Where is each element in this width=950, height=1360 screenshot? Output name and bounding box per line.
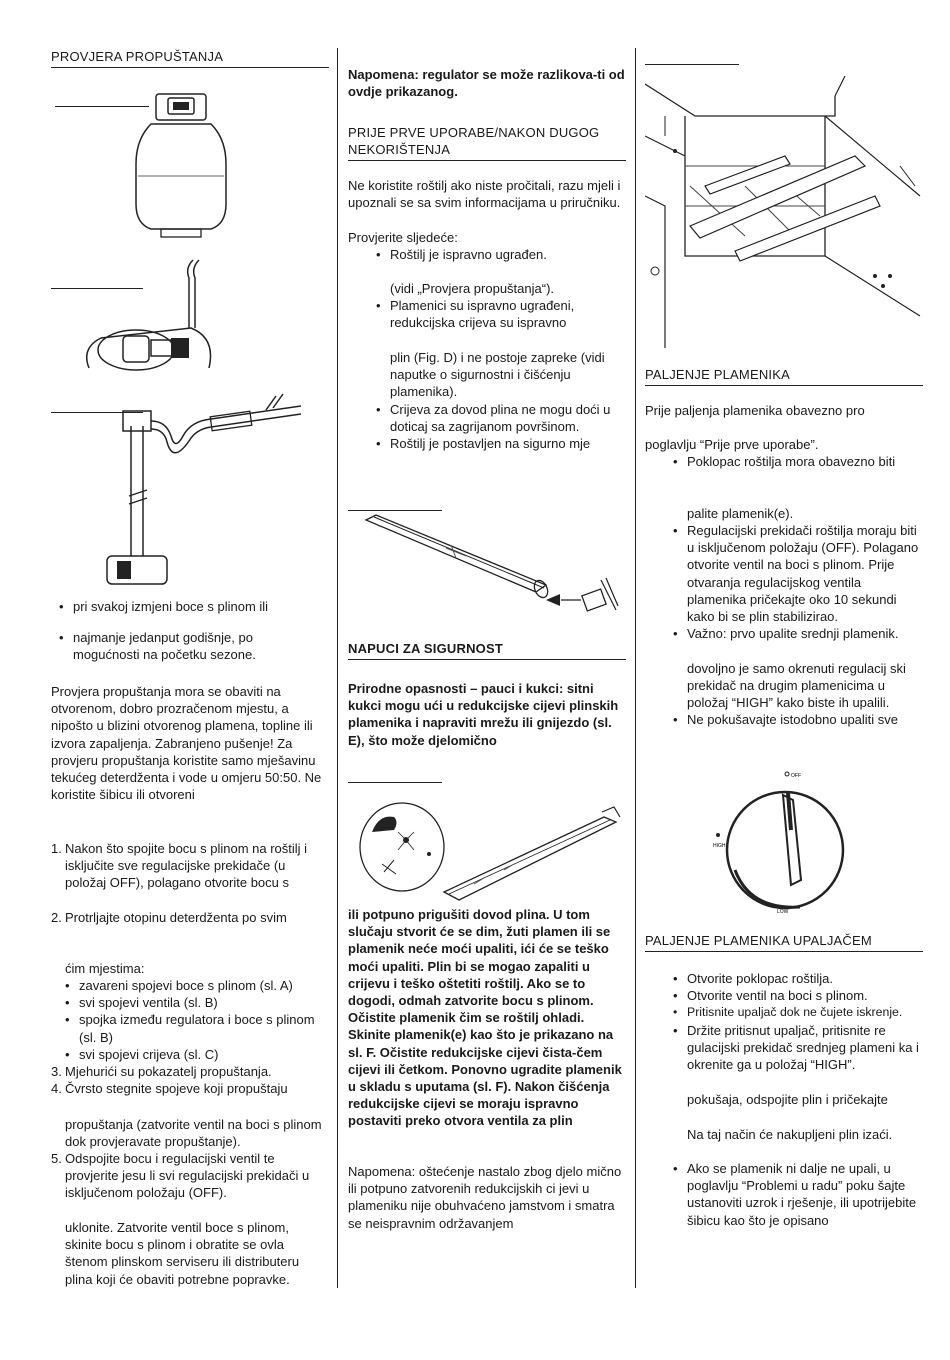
step-number: 3. — [51, 1064, 62, 1079]
column-2 — [348, 40, 626, 1320]
knob-off-label: OFF — [791, 773, 801, 779]
list-item: • najmanje jedanput godišnje, po mogućnosti na početku sezone. — [51, 629, 329, 663]
leak-check-frequency-list — [51, 598, 329, 664]
list-item-continued: plin (Fig. D) i ne postoje zapreke (vidi naputke o sigurnostni i čišćenju plamenika). — [390, 350, 605, 400]
burner-lighting-paragraph: Prije paljenja plamenika obavezno pro — [645, 403, 865, 418]
step-2-continued: ćim mjestima: — [65, 961, 145, 976]
igniter-continued-2: Na taj način će nakupljeni plin izaći. — [687, 1127, 893, 1142]
hazard-paragraph: Prirodne opasnosti – pauci i kukci: sitni kukci mogu ući u redukcijske cijevi plinskih plamenika i napraviti mrežu ili gnijezdo (sl. E), što može djelomično — [348, 681, 619, 748]
list-item: • Ne pokušavajte istodobno upaliti sve — [665, 711, 923, 728]
leak-check-steps-cont — [51, 1063, 329, 1097]
hose-connection-figure — [101, 386, 331, 596]
burner-lighting-list-c — [645, 711, 923, 728]
list-item: • pri svakoj izmjeni boce s plinom ili — [51, 598, 329, 615]
step-2: 2. Protrljajte otopinu deterdženta po svim — [51, 909, 287, 925]
list-item: • Regulacijski prekidači roštilja moraju biti u isključenom položaju (OFF). Polagano otvorite ventil na boci s plinom. Prije otvaranja regulacijskog ventila plamenika pričekajte oko 10 sekundi kako bi se plin stabilizirao. — [665, 522, 923, 625]
first-use-checklist-b — [348, 297, 626, 331]
damage-note: Napomena: oštećenje nastalo zbog djelo mično ili potpuno zatvorenih redukcijskih ci jevi u plameniku nije obuhvaćeno jamstvom i smatra se neispravnim održavanjem — [348, 1164, 622, 1231]
igniter-steps — [645, 970, 923, 1073]
knob-low-label: LOW — [777, 909, 789, 915]
list-item: • Otvorite poklopac roštilja. — [665, 970, 923, 987]
step-number: 1. — [51, 841, 62, 856]
section-heading-burner-lighting: PALJENJE PLAMENIKA — [645, 366, 923, 386]
burner-tube-figure — [356, 510, 626, 615]
step-5-continued: uklonite. Zatvorite ventil boce s plinom, skinite bocu s plinom i obratite se ovla štenom plinskom serviseru ili distributeru plina koji će obaviti potrebne popravke. — [65, 1220, 300, 1287]
list-item: • Poklopac roštilja mora obavezno biti — [665, 453, 923, 470]
igniter-fallback — [645, 1160, 923, 1229]
section-heading-igniter: PALJENJE PLAMENIKA UPALJAČEM — [645, 932, 923, 952]
list-item: • Roštilj je ispravno ugrađen. — [368, 246, 626, 263]
step-number: 4. — [51, 1081, 62, 1097]
step-5: 5. Odspojite bocu i regulacijski ventil te provjerite jesu li svi regulacijski prekidači u isključenom položaju (OFF). — [51, 1151, 310, 1201]
column-3 — [645, 40, 923, 1320]
step-4-continued: propuštanja (zatvorite ventil na boci s plinom dok provjeravate propuštanje). — [65, 1117, 322, 1150]
leak-check-locations — [51, 977, 329, 1063]
list-item: • svi spojevi crijeva (sl. C) — [57, 1046, 329, 1063]
list-item: • Pritisnite upaljač dok ne čujete iskrenje. — [665, 1004, 923, 1021]
hazard-paragraph-continued: ili potpuno prigušiti dovod plina. U tom slučaju stvorit će se dim, žuti plamen ili se plamenik neće moći upaliti, ići će se teško moći upaliti. Plin bi se mogao zapaliti u crijevu i teško oštetiti roštilj. Ako se to dogodi, odmah zatvorite bocu s plinom. Očistite plamenik čim se roštilj ohladi. Skinite plamenik(e) kao što je prikazano na sl. F. Očistite redukcijske cijevi čista-čem cijevi ili četkom. Ponovno ugradite plamenik u skladu s uputama (sl. F). Nakon čišćenja redukcijske cijevi se moraju ispravno postaviti preko otvora ventila za plin — [348, 907, 622, 1129]
list-item: • zavareni spojevi boce s plinom (sl. A) — [57, 977, 329, 994]
list-item-continued: (vidi „Provjera propuštanja“). — [390, 281, 555, 296]
step-number: 2. — [51, 909, 62, 925]
list-item: • Držite pritisnut upaljač, pritisnite re gulacijski prekidač srednjeg plameni ka i okrenite ga u položaj “HIGH”. — [665, 1022, 923, 1074]
first-use-checklist-c — [348, 401, 626, 453]
list-item: • svi spojevi ventila (sl. B) — [57, 994, 329, 1011]
list-item: • Roštilj je postavljen na sigurno mje — [368, 435, 626, 452]
column-divider-2 — [635, 48, 636, 1288]
list-item: • Važno: prvo upalite srednji plamenik. — [665, 625, 923, 642]
list-item-continued: palite plamenik(e). — [687, 506, 794, 521]
section-heading-safety: NAPUCI ZA SIGURNOST — [348, 640, 626, 660]
leak-check-steps-end — [51, 1150, 329, 1202]
igniter-continued-1: pokušaja, odspojite plin i pričekajte — [687, 1092, 888, 1107]
list-item: • Crijeva za dovod plina ne mogu doći u doticaj sa zagrijanom površinom. — [368, 401, 626, 435]
figure-e-label-line — [348, 782, 442, 783]
insects-burner-figure — [354, 792, 629, 907]
list-item: • Ako se plamenik ni dalje ne upali, u poglavlju “Problemi u radu” poku šajte ustanoviti uzrok i rješenje, ili upotrijebite šibicu kao što je opisano — [665, 1160, 923, 1229]
check-intro: Provjerite sljedeće: — [348, 230, 458, 245]
step-number: 5. — [51, 1151, 62, 1166]
grill-figure-label-line — [645, 64, 739, 65]
column-1 — [51, 40, 329, 1320]
burner-lighting-list-b — [645, 522, 923, 642]
step-1: 1. Nakon što spojite bocu s plinom na roštilj i isključite sve regulacijske prekidače (u položaj OFF), polagano otvorite bocu s — [51, 841, 308, 891]
leak-check-steps — [51, 840, 329, 926]
regulator-valve-figure — [81, 258, 241, 393]
step-3: 3. Mjehurići su pokazatelj propuštanja. — [51, 1064, 272, 1079]
list-item-continued: dovoljno je samo okrenuti regulacij ski prekidač na drugim plamenicima u položaj “HIGH” kako biste ih upalili. — [687, 661, 906, 711]
leak-check-paragraph: Provjera propuštanja mora se obaviti na otvorenom, dobro prozračenom mjestu, a nipošto u blizini otvorenog plamena, topline ili izvora zapaljenja. Zabranjeno pušenje! Za provjeru propuštanja koristite samo mješavinu tekućeg deterdženta i vode u omjeru 50:50. Ne koristite šibicu ili otvoreni — [51, 684, 322, 803]
grill-interior-figure — [645, 76, 923, 348]
first-use-paragraph: Ne koristite roštilj ako niste pročitali, razu mjeli i upoznali se sa svim informacijama u priručniku. — [348, 178, 621, 211]
section-heading-first-use: PRIJE PRVE UPORABE/NAKON DUGOG NEKORIŠTENJA — [348, 124, 626, 161]
step-4: 4. Čvrsto stegnite spojeve koji propuštaju — [51, 1081, 288, 1097]
list-item: • spojka između regulatora i boce s plinom (sl. B) — [57, 1011, 329, 1045]
section-heading-leak-check: PROVJERA PROPUŠTANJA — [51, 48, 329, 68]
column-divider-1 — [337, 48, 338, 1288]
regulator-note: Napomena: regulator se može razlikova-ti od ovdje prikazanog. — [348, 67, 625, 100]
list-item: • Plamenici su ispravno ugrađeni, redukcijska crijeva su ispravno — [368, 297, 626, 331]
burner-lighting-list-a — [645, 453, 923, 470]
knob-high-label: HIGH — [713, 843, 726, 849]
first-use-checklist-a — [348, 246, 626, 263]
list-item: • Otvorite ventil na boci s plinom. — [665, 987, 923, 1004]
gas-cylinder-figure — [131, 84, 261, 244]
burner-lighting-paragraph-cont: poglavlju “Prije prve uporabe”. — [645, 437, 819, 452]
control-knob-figure — [705, 765, 865, 915]
